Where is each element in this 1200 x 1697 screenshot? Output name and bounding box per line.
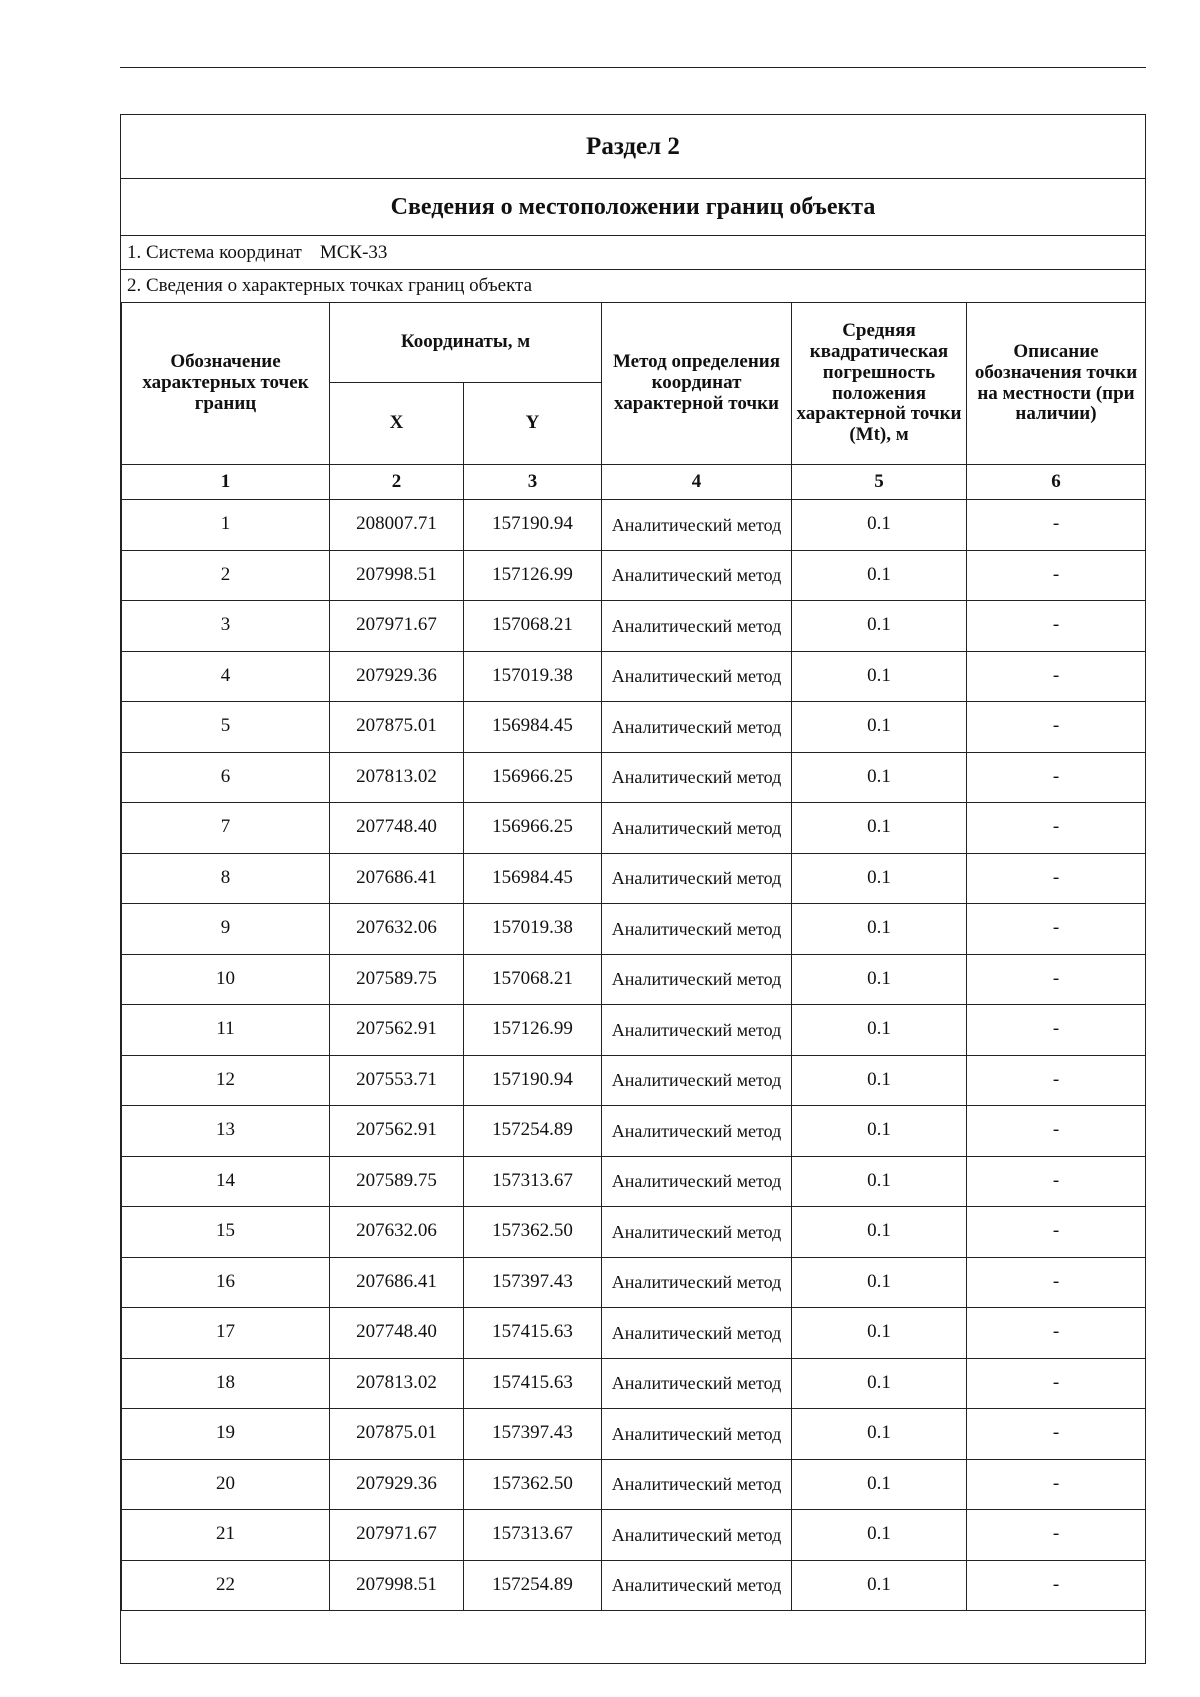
cell-x: 207998.51 — [330, 550, 464, 601]
points-table-body — [122, 500, 1146, 1632]
cell-error: 0.1 — [792, 500, 967, 551]
cell-x: 207562.91 — [330, 1005, 464, 1056]
cell-error: 0.1 — [792, 601, 967, 652]
column-number: 2 — [330, 465, 464, 500]
cell-point: 1 — [122, 500, 330, 551]
cell-error: 0.1 — [792, 1459, 967, 1510]
cell-point: 20 — [122, 1459, 330, 1510]
cell-method: Аналитический метод — [602, 1055, 792, 1106]
coordinate-system-value: МСК-33 — [319, 241, 388, 263]
cell-method: Аналитический метод — [602, 1308, 792, 1359]
cell-error: 0.1 — [792, 904, 967, 955]
cell-point: 21 — [122, 1510, 330, 1561]
cell-x: 207929.36 — [330, 1459, 464, 1510]
cell-y: 157254.89 — [464, 1106, 602, 1157]
cell-x: 207589.75 — [330, 954, 464, 1005]
column-number: 3 — [464, 465, 602, 500]
table-row — [122, 1358, 1146, 1409]
cell-y: 157362.50 — [464, 1207, 602, 1258]
cell-x: 207748.40 — [330, 803, 464, 854]
cell-x: 207971.67 — [330, 1510, 464, 1561]
cell-y: 157126.99 — [464, 550, 602, 601]
cell-point: 14 — [122, 1156, 330, 1207]
cell-method: Аналитический метод — [602, 550, 792, 601]
cell-description: - — [967, 1560, 1146, 1611]
cell-y: 156966.25 — [464, 803, 602, 854]
cell-error: 0.1 — [792, 1560, 967, 1611]
header-y: Y — [464, 383, 602, 465]
cell-description: - — [967, 1005, 1146, 1056]
table-row — [122, 702, 1146, 753]
points-caption: 2. Сведения о характерных точках границ объекта — [127, 275, 533, 296]
table-tail-spacer — [122, 1611, 1146, 1632]
cell-point: 6 — [122, 752, 330, 803]
cell-error: 0.1 — [792, 1005, 967, 1056]
cell-error: 0.1 — [792, 1510, 967, 1561]
cell-method: Аналитический метод — [602, 1560, 792, 1611]
cell-x: 207971.67 — [330, 601, 464, 652]
cell-description: - — [967, 601, 1146, 652]
table-row — [122, 954, 1146, 1005]
table-row — [122, 1055, 1146, 1106]
cell-error: 0.1 — [792, 1207, 967, 1258]
table-row — [122, 651, 1146, 702]
cell-description: - — [967, 702, 1146, 753]
cell-x: 207998.51 — [330, 1560, 464, 1611]
cell-method: Аналитический метод — [602, 752, 792, 803]
cell-description: - — [967, 853, 1146, 904]
cell-description: - — [967, 1055, 1146, 1106]
cell-description: - — [967, 651, 1146, 702]
cell-y: 157019.38 — [464, 651, 602, 702]
cell-method: Аналитический метод — [602, 1409, 792, 1460]
cell-y: 156984.45 — [464, 853, 602, 904]
cell-x: 207632.06 — [330, 1207, 464, 1258]
cell-method: Аналитический метод — [602, 651, 792, 702]
cell-x: 207813.02 — [330, 752, 464, 803]
cell-error: 0.1 — [792, 853, 967, 904]
cell-error: 0.1 — [792, 1106, 967, 1157]
cell-description: - — [967, 1459, 1146, 1510]
cell-x: 207748.40 — [330, 1308, 464, 1359]
cell-point: 5 — [122, 702, 330, 753]
table-row — [122, 1156, 1146, 1207]
cell-y: 157190.94 — [464, 1055, 602, 1106]
cell-description: - — [967, 803, 1146, 854]
cell-x: 207686.41 — [330, 853, 464, 904]
cell-y: 157019.38 — [464, 904, 602, 955]
section-subtitle: Сведения о местоположении границ объекта — [121, 179, 1145, 236]
cell-method: Аналитический метод — [602, 954, 792, 1005]
table-row — [122, 803, 1146, 854]
cell-y: 157313.67 — [464, 1156, 602, 1207]
cell-point: 17 — [122, 1308, 330, 1359]
cell-point: 16 — [122, 1257, 330, 1308]
cell-x: 208007.71 — [330, 500, 464, 551]
cell-x: 207686.41 — [330, 1257, 464, 1308]
cell-method: Аналитический метод — [602, 1459, 792, 1510]
header-coordinates: Координаты, м — [330, 303, 602, 383]
cell-method: Аналитический метод — [602, 1156, 792, 1207]
cell-point: 15 — [122, 1207, 330, 1258]
cell-description: - — [967, 1156, 1146, 1207]
cell-point: 8 — [122, 853, 330, 904]
cell-error: 0.1 — [792, 1409, 967, 1460]
table-row — [122, 904, 1146, 955]
table-row — [122, 752, 1146, 803]
cell-y: 157254.89 — [464, 1560, 602, 1611]
column-number: 1 — [122, 465, 330, 500]
header-error: Средняя квадратическая погрешность положения характерной точки (Mt), м — [792, 303, 967, 465]
column-number: 5 — [792, 465, 967, 500]
cell-x: 207875.01 — [330, 1409, 464, 1460]
cell-x: 207589.75 — [330, 1156, 464, 1207]
cell-method: Аналитический метод — [602, 904, 792, 955]
cell-method: Аналитический метод — [602, 1257, 792, 1308]
tail-cell — [122, 1611, 1146, 1632]
table-row — [122, 1005, 1146, 1056]
cell-description: - — [967, 550, 1146, 601]
header-method: Метод определения координат характерной точки — [602, 303, 792, 465]
cell-error: 0.1 — [792, 803, 967, 854]
cell-y: 157397.43 — [464, 1409, 602, 1460]
header-description: Описание обозначения точки на местности (при наличии) — [967, 303, 1146, 465]
cell-method: Аналитический метод — [602, 500, 792, 551]
cell-y: 157415.63 — [464, 1358, 602, 1409]
cell-x: 207813.02 — [330, 1358, 464, 1409]
cell-y: 156984.45 — [464, 702, 602, 753]
cell-x: 207553.71 — [330, 1055, 464, 1106]
cell-description: - — [967, 1257, 1146, 1308]
cell-y: 157190.94 — [464, 500, 602, 551]
cell-description: - — [967, 1207, 1146, 1258]
cell-point: 13 — [122, 1106, 330, 1157]
cell-description: - — [967, 1308, 1146, 1359]
cell-point: 11 — [122, 1005, 330, 1056]
column-number: 6 — [967, 465, 1146, 500]
cell-method: Аналитический метод — [602, 601, 792, 652]
cell-point: 18 — [122, 1358, 330, 1409]
cell-method: Аналитический метод — [602, 1358, 792, 1409]
cell-x: 207632.06 — [330, 904, 464, 955]
cell-description: - — [967, 1358, 1146, 1409]
cell-x: 207875.01 — [330, 702, 464, 753]
cell-x: 207562.91 — [330, 1106, 464, 1157]
table-row — [122, 1510, 1146, 1561]
cell-description: - — [967, 752, 1146, 803]
table-row — [122, 1106, 1146, 1157]
cell-method: Аналитический метод — [602, 853, 792, 904]
cell-error: 0.1 — [792, 1156, 967, 1207]
cell-error: 0.1 — [792, 1358, 967, 1409]
cell-error: 0.1 — [792, 550, 967, 601]
cell-method: Аналитический метод — [602, 1510, 792, 1561]
cell-description: - — [967, 1510, 1146, 1561]
section-title: Раздел 2 — [121, 115, 1145, 179]
cell-y: 157397.43 — [464, 1257, 602, 1308]
cell-point: 3 — [122, 601, 330, 652]
cell-point: 9 — [122, 904, 330, 955]
cell-y: 156966.25 — [464, 752, 602, 803]
cell-error: 0.1 — [792, 1308, 967, 1359]
cell-point: 22 — [122, 1560, 330, 1611]
cell-method: Аналитический метод — [602, 1005, 792, 1056]
cell-point: 7 — [122, 803, 330, 854]
table-row — [122, 550, 1146, 601]
cell-description: - — [967, 1106, 1146, 1157]
cell-y: 157068.21 — [464, 601, 602, 652]
cell-error: 0.1 — [792, 651, 967, 702]
boundary-points-table — [121, 302, 1146, 1631]
top-rule — [120, 67, 1146, 68]
table-row — [122, 1207, 1146, 1258]
cell-error: 0.1 — [792, 702, 967, 753]
header-designation: Обозначение характерных точек границ — [122, 303, 330, 465]
cell-y: 157068.21 — [464, 954, 602, 1005]
cell-description: - — [967, 1409, 1146, 1460]
table-row — [122, 500, 1146, 551]
cell-method: Аналитический метод — [602, 702, 792, 753]
coordinate-system-line — [121, 236, 1145, 270]
cell-y: 157415.63 — [464, 1308, 602, 1359]
cell-point: 19 — [122, 1409, 330, 1460]
cell-description: - — [967, 904, 1146, 955]
cell-point: 10 — [122, 954, 330, 1005]
table-row — [122, 1257, 1146, 1308]
cell-y: 157362.50 — [464, 1459, 602, 1510]
cell-error: 0.1 — [792, 1055, 967, 1106]
cell-y: 157313.67 — [464, 1510, 602, 1561]
cell-description: - — [967, 500, 1146, 551]
cell-point: 12 — [122, 1055, 330, 1106]
cell-description: - — [967, 954, 1146, 1005]
table-row — [122, 1308, 1146, 1359]
cell-error: 0.1 — [792, 954, 967, 1005]
cell-error: 0.1 — [792, 752, 967, 803]
cell-error: 0.1 — [792, 1257, 967, 1308]
table-row — [122, 1409, 1146, 1460]
table-row — [122, 1560, 1146, 1611]
table-row — [122, 601, 1146, 652]
coordinate-system-label: 1. Система координат — [127, 241, 302, 263]
table-row — [122, 853, 1146, 904]
document-frame — [120, 114, 1146, 1664]
cell-method: Аналитический метод — [602, 803, 792, 854]
cell-point: 2 — [122, 550, 330, 601]
column-number: 4 — [602, 465, 792, 500]
cell-method: Аналитический метод — [602, 1207, 792, 1258]
cell-x: 207929.36 — [330, 651, 464, 702]
cell-method: Аналитический метод — [602, 1106, 792, 1157]
cell-y: 157126.99 — [464, 1005, 602, 1056]
cell-point: 4 — [122, 651, 330, 702]
table-row — [122, 1459, 1146, 1510]
header-x: X — [330, 383, 464, 465]
